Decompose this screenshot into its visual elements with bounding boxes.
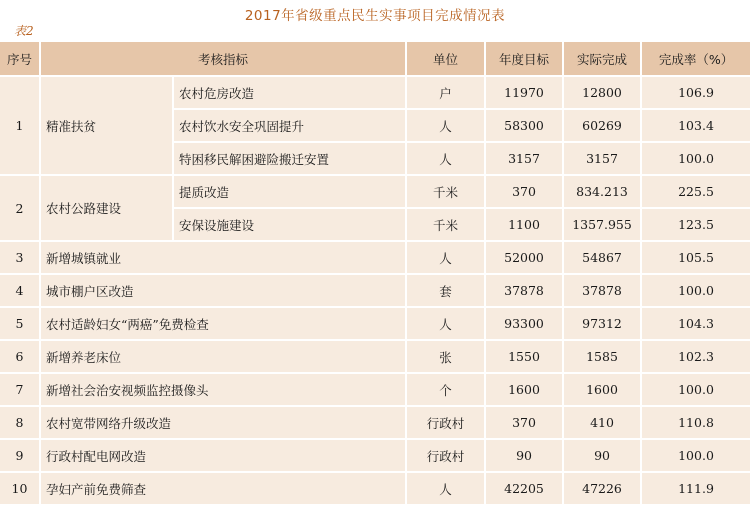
row-actual: 54867 (563, 241, 641, 274)
row-subindicator: 提质改造 (173, 175, 406, 208)
table-row (0, 274, 750, 307)
row-subindicator: 农村危房改造 (173, 76, 406, 109)
header-indicator: 考核指标 (40, 42, 406, 76)
row-rate: 100.0 (641, 274, 750, 307)
row-indicator: 新增养老床位 (40, 340, 406, 373)
row-rate: 100.0 (641, 439, 750, 472)
row-rate: 103.4 (641, 109, 750, 142)
row-no: 1 (0, 76, 40, 175)
table-row (0, 175, 750, 208)
header-no: 序号 (0, 42, 40, 76)
row-rate: 106.9 (641, 76, 750, 109)
row-subindicator: 安保设施建设 (173, 208, 406, 241)
row-rate: 100.0 (641, 373, 750, 406)
header-row (0, 42, 750, 76)
row-rate: 100.0 (641, 142, 750, 175)
row-unit: 人 (406, 307, 485, 340)
table-row (0, 472, 750, 505)
row-indicator: 新增城镇就业 (40, 241, 406, 274)
row-no: 2 (0, 175, 40, 241)
table-row (0, 76, 750, 109)
table-row (0, 406, 750, 439)
row-indicator: 农村适龄妇女“两癌”免费检查 (40, 307, 406, 340)
row-no: 7 (0, 373, 40, 406)
row-rate: 102.3 (641, 340, 750, 373)
header-target: 年度目标 (485, 42, 563, 76)
completion-table (0, 42, 750, 506)
header-unit: 单位 (406, 42, 485, 76)
row-actual: 97312 (563, 307, 641, 340)
row-indicator: 精准扶贫 (40, 76, 173, 175)
row-unit: 张 (406, 340, 485, 373)
row-rate: 225.5 (641, 175, 750, 208)
row-target: 37878 (485, 274, 563, 307)
row-no: 8 (0, 406, 40, 439)
row-target: 93300 (485, 307, 563, 340)
row-actual: 90 (563, 439, 641, 472)
row-no: 5 (0, 307, 40, 340)
row-indicator: 农村公路建设 (40, 175, 173, 241)
row-no: 4 (0, 274, 40, 307)
table-row (0, 373, 750, 406)
row-unit: 人 (406, 472, 485, 505)
row-rate: 123.5 (641, 208, 750, 241)
row-no: 3 (0, 241, 40, 274)
row-unit: 行政村 (406, 406, 485, 439)
row-no: 10 (0, 472, 40, 505)
table-title: 2017年省级重点民生实事项目完成情况表 (244, 8, 506, 24)
row-subindicator: 特困移民解困避险搬迁安置 (173, 142, 406, 175)
table-row (0, 439, 750, 472)
table-row (0, 340, 750, 373)
row-actual: 3157 (563, 142, 641, 175)
row-target: 42205 (485, 472, 563, 505)
header-actual: 实际完成 (563, 42, 641, 76)
row-indicator: 孕妇产前免费筛查 (40, 472, 406, 505)
row-target: 90 (485, 439, 563, 472)
row-unit: 人 (406, 241, 485, 274)
row-target: 1600 (485, 373, 563, 406)
row-rate: 104.3 (641, 307, 750, 340)
row-target: 58300 (485, 109, 563, 142)
row-target: 370 (485, 175, 563, 208)
row-indicator: 行政村配电网改造 (40, 439, 406, 472)
row-target: 3157 (485, 142, 563, 175)
row-actual: 37878 (563, 274, 641, 307)
row-target: 52000 (485, 241, 563, 274)
row-actual: 12800 (563, 76, 641, 109)
table-tag: 表2 (14, 24, 34, 38)
table-row (0, 307, 750, 340)
row-actual: 1600 (563, 373, 641, 406)
row-unit: 户 (406, 76, 485, 109)
row-target: 370 (485, 406, 563, 439)
row-unit: 个 (406, 373, 485, 406)
row-indicator: 农村宽带网络升级改造 (40, 406, 406, 439)
row-unit: 人 (406, 109, 485, 142)
row-actual: 1357.955 (563, 208, 641, 241)
row-rate: 105.5 (641, 241, 750, 274)
row-actual: 47226 (563, 472, 641, 505)
row-target: 11970 (485, 76, 563, 109)
header-rate: 完成率（%） (641, 42, 750, 76)
row-actual: 60269 (563, 109, 641, 142)
row-unit: 千米 (406, 175, 485, 208)
row-actual: 1585 (563, 340, 641, 373)
row-unit: 套 (406, 274, 485, 307)
row-subindicator: 农村饮水安全巩固提升 (173, 109, 406, 142)
row-rate: 111.9 (641, 472, 750, 505)
row-no: 9 (0, 439, 40, 472)
row-unit: 人 (406, 142, 485, 175)
row-indicator: 城市棚户区改造 (40, 274, 406, 307)
row-unit: 行政村 (406, 439, 485, 472)
row-indicator: 新增社会治安视频监控摄像头 (40, 373, 406, 406)
row-target: 1100 (485, 208, 563, 241)
row-target: 1550 (485, 340, 563, 373)
table-row (0, 241, 750, 274)
row-rate: 110.8 (641, 406, 750, 439)
row-unit: 千米 (406, 208, 485, 241)
row-actual: 834.213 (563, 175, 641, 208)
row-actual: 410 (563, 406, 641, 439)
row-no: 6 (0, 340, 40, 373)
